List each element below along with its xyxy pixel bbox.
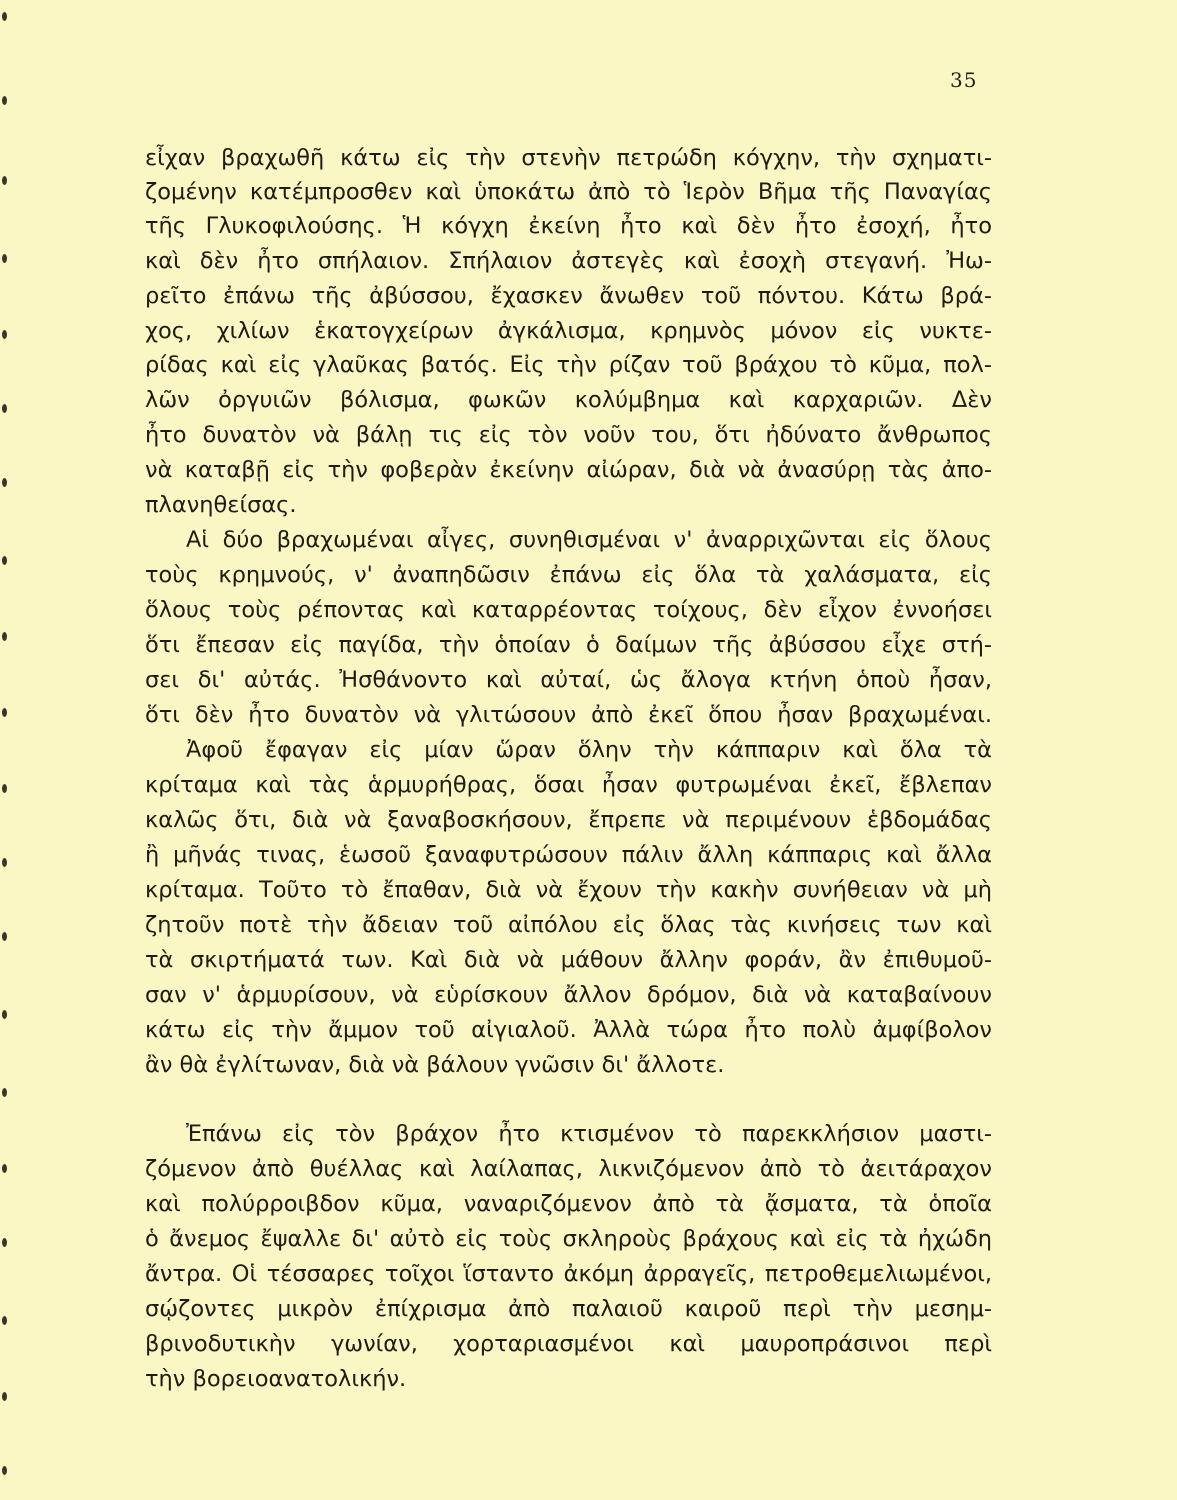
text-line: ζόμενον ἀπὸ θυέλλας καὶ λαίλαπας, λικνιζόμενον ἀπὸ τὸ ἀειτάραχον bbox=[145, 1156, 992, 1182]
text-line: καλῶς ὅτι, διὰ νὰ ξαναβοσκήσουν, ἔπρεπε νὰ περιμένουν ἑβδομάδας bbox=[145, 807, 992, 833]
text-line: ρίδας καὶ εἰς γλαῦκας βατός. Εἰς τὴν ρίζαν τοῦ βράχου τὸ κῦμα, πολ- bbox=[145, 352, 992, 378]
text-line: βρινοδυτικὴν γωνίαν, χορταριασμένοι καὶ μαυροπράσινοι περὶ bbox=[145, 1331, 992, 1357]
text-line: ἂν θὰ ἐγλίτωναν, διὰ νὰ βάλουν γνῶσιν δι' ἄλλοτε. bbox=[145, 1052, 725, 1078]
binding-hole-mark bbox=[2, 1238, 7, 1247]
text-line: σει δι' αὐτάς. Ἠσθάνοντο καὶ αὐταί, ὡς ἄλογα κτήνη ὁποὺ ἦσαν, bbox=[145, 667, 992, 693]
binding-hole-mark bbox=[2, 1392, 7, 1401]
text-line: κάτω εἰς τὴν ἄμμον τοῦ αἰγιαλοῦ. Ἀλλὰ τώρα ἦτο πολὺ ἀμφίβολον bbox=[145, 1017, 992, 1043]
text-line: κρίταμα καὶ τὰς ἁρμυρήθρας, ὅσαι ἦσαν φυτρωμέναι ἐκεῖ, ἔβλεπαν bbox=[145, 772, 992, 798]
binding-hole-mark bbox=[2, 556, 7, 565]
text-line: κρίταμα. Τοῦτο τὸ ἔπαθαν, διὰ νὰ ἔχουν τὴν κακὴν συνήθειαν νὰ μὴ bbox=[145, 877, 992, 903]
text-line: ὅτι δὲν ἦτο δυνατὸν νὰ γλιτώσουν ἀπὸ ἐκεῖ ὅπου ἦσαν βραχωμέναι. bbox=[145, 702, 992, 728]
binding-hole-mark bbox=[2, 1010, 7, 1019]
binding-hole-mark bbox=[2, 784, 7, 793]
text-line: νὰ καταβῇ εἰς τὴν φοβερὰν ἐκείνην αἰώραν, διὰ νὰ ἀνασύρῃ τὰς ἀπο- bbox=[145, 457, 992, 483]
text-line: ὅλους τοὺς ρέποντας καὶ καταρρέοντας τοίχους, δὲν εἶχον ἐννοήσει bbox=[145, 597, 992, 623]
text-line: ἦτο δυνατὸν νὰ βάλῃ τις εἰς τὸν νοῦν του, ὅτι ἠδύνατο ἄνθρωπος bbox=[145, 422, 992, 448]
binding-hole-mark bbox=[2, 708, 7, 717]
text-line: σαν ν' ἁρμυρίσουν, νὰ εὑρίσκουν ἄλλον δρόμον, διὰ νὰ καταβαίνουν bbox=[145, 982, 992, 1008]
text-line: εἶχαν βραχωθῆ κάτω εἰς τὴν στενὴν πετρώδη κόγχην, τὴν σχηματι- bbox=[145, 145, 992, 171]
binding-hole-mark bbox=[2, 478, 7, 487]
text-line: ρεῖτο ἐπάνω τῆς ἀβύσσου, ἔχασκεν ἄνωθεν τοῦ πόντου. Κάτω βρά- bbox=[145, 283, 992, 309]
binding-hole-mark bbox=[2, 1088, 7, 1097]
text-line: ζητοῦν ποτὲ τὴν ἄδειαν τοῦ αἰπόλου εἰς ὅλας τὰς κινήσεις των καὶ bbox=[145, 912, 992, 938]
binding-hole-mark bbox=[2, 404, 7, 413]
text-line-indented: Ἀφοῦ ἔφαγαν εἰς μίαν ὥραν ὅλην τὴν κάππαριν καὶ ὅλα τὰ bbox=[186, 737, 992, 763]
binding-hole-mark bbox=[2, 632, 7, 641]
text-line: καὶ δὲν ἦτο σπήλαιον. Σπήλαιον ἀστεγὲς καὶ ἐσοχὴ στεγανή. Ἠω- bbox=[145, 248, 992, 274]
text-line: ἄντρα. Οἱ τέσσαρες τοῖχοι ἵσταντο ἀκόμη ἀρραγεῖς, πετροθεμελιωμένοι, bbox=[145, 1261, 992, 1287]
text-line-indented: Αἱ δύο βραχωμέναι αἶγες, συνηθισμέναι ν' ἀναρριχῶνται εἰς ὅλους bbox=[186, 527, 992, 553]
binding-hole-mark bbox=[2, 12, 7, 21]
text-line: καὶ πολύρροιβδον κῦμα, ναναριζόμενον ἀπὸ τὰ ᾄσματα, τὰ ὁποῖα bbox=[145, 1191, 992, 1217]
text-line: πλανηθείσας. bbox=[145, 492, 297, 518]
text-line: σῴζοντες μικρὸν ἐπίχρισμα ἀπὸ παλαιοῦ καιροῦ περὶ τὴν μεσημ- bbox=[145, 1296, 992, 1322]
binding-hole-mark bbox=[2, 1164, 7, 1173]
text-line: ὅτι ἔπεσαν εἰς παγίδα, τὴν ὁποίαν ὁ δαίμων τῆς ἀβύσσου εἶχε στή- bbox=[145, 632, 992, 658]
binding-hole-mark bbox=[2, 176, 7, 185]
binding-hole-mark bbox=[2, 858, 7, 867]
binding-hole-mark bbox=[2, 254, 7, 263]
text-line: χος, χιλίων ἑκατογχείρων ἀγκάλισμα, κρημνὸς μόνον εἰς νυκτε- bbox=[145, 318, 992, 344]
page-number: 35 bbox=[950, 68, 978, 92]
text-line: τὰ σκιρτήματά των. Καὶ διὰ νὰ μάθουν ἄλλην φοράν, ἂν ἐπιθυμοῦ- bbox=[145, 947, 992, 973]
text-line: λῶν ὀργυιῶν βόλισμα, φωκῶν κολύμβημα καὶ καρχαριῶν. Δὲν bbox=[145, 387, 992, 413]
binding-hole-mark bbox=[2, 96, 7, 105]
text-line: ὁ ἄνεμος ἔψαλλε δι' αὐτὸ εἰς τοὺς σκληροὺς βράχους καὶ εἰς τὰ ἠχώδη bbox=[145, 1226, 992, 1252]
text-line: τῆς Γλυκοφιλούσης. Ἡ κόγχη ἐκείνη ἦτο καὶ δὲν ἦτο ἐσοχή, ἦτο bbox=[145, 213, 992, 239]
text-line-indented: Ἐπάνω εἰς τὸν βράχον ἦτο κτισμένον τὸ παρεκκλήσιον μαστι- bbox=[186, 1121, 992, 1147]
binding-hole-mark bbox=[2, 330, 7, 339]
text-line: ζομένην κατέμπροσθεν καὶ ὑποκάτω ἀπὸ τὸ Ἱερὸν Βῆμα τῆς Παναγίας bbox=[145, 179, 992, 205]
binding-hole-mark bbox=[2, 1316, 7, 1325]
binding-hole-mark bbox=[2, 1466, 7, 1475]
text-line: τοὺς κρημνούς, ν' ἀναπηδῶσιν ἐπάνω εἰς ὅλα τὰ χαλάσματα, εἰς bbox=[145, 562, 992, 588]
binding-hole-mark bbox=[2, 932, 7, 941]
text-line: τὴν βορειοανατολικήν. bbox=[145, 1366, 407, 1392]
text-line: ἢ μῆνάς τινας, ἑωσοῦ ξαναφυτρώσουν πάλιν ἄλλη κάππαρις καὶ ἄλλα bbox=[145, 842, 992, 868]
